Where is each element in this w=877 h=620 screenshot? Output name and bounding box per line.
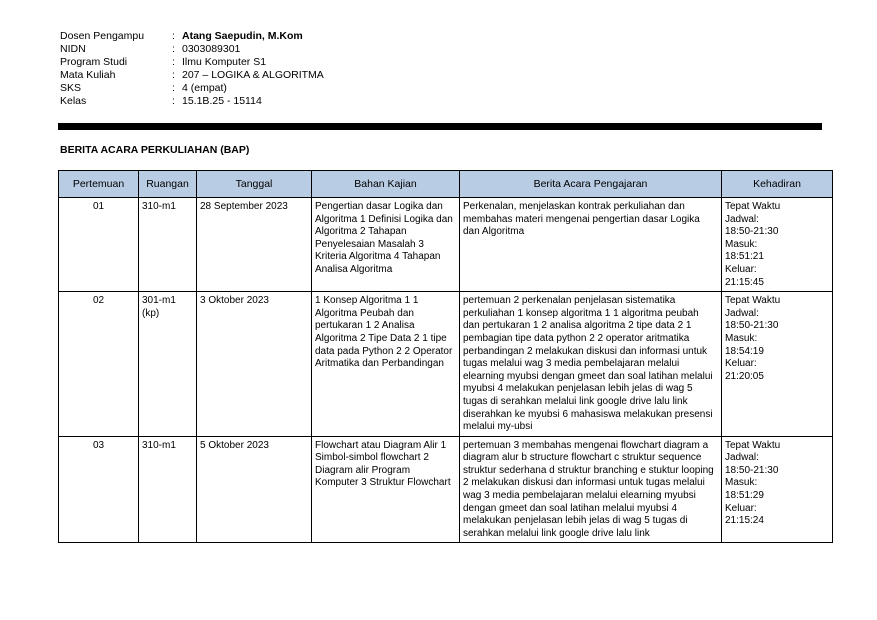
cell-bahan-kajian: Pengertian dasar Logika dan Algoritma 1 Definisi Logika dan Algoritma 2 Tahapan Penyelesaian Masalah 3 Kriteria Algoritma 4 Tahapan Analisa Algoritma (312, 198, 460, 292)
cell-tanggal: 28 September 2023 (197, 198, 312, 292)
cell-kehadiran (722, 436, 833, 543)
bap-table (58, 170, 833, 543)
cell-kehadiran (722, 292, 833, 437)
info-value-prodi: Ilmu Komputer S1 (182, 56, 267, 68)
cell-pertemuan: 01 (59, 198, 139, 292)
cell-kehadiran (722, 198, 833, 292)
col-header-tanggal: Tanggal (197, 171, 312, 198)
info-label: NIDN (60, 43, 86, 55)
kehadiran-jadwal-value: 18:50-21:30 (725, 320, 779, 332)
cell-ruangan: 301-m1 (kp) (139, 292, 197, 437)
cell-tanggal: 3 Oktober 2023 (197, 292, 312, 437)
kehadiran-jadwal-label: Jadwal: (725, 307, 759, 319)
info-label: Mata Kuliah (60, 69, 116, 81)
cell-pertemuan: 03 (59, 436, 139, 543)
table-row (59, 198, 833, 292)
table-row (59, 436, 833, 543)
info-label: SKS (60, 82, 82, 94)
cell-berita-acara: pertemuan 2 perkenalan penjelasan sistematika perkuliahan 1 konsep algoritma 1 1 algoritma peubah dan pertukaran 1 2 analisa algoritma 2 tipe data 2 1 pembagian tipe data python 2 2 operator aritmatika perbandingan 2 melakukan diskusi dan informasi untuk tugas melalui wag 3 media pembelajaran melalui elearning myubsi dengan gmeet dan soal latihan melalui myubsi 4 melakukan penjelasan lebih jelas di wag 5 tugas di serahkan melalui link google drive lalu link diserahkan ke myubsi 6 mahasiswa melakukan presensi melalui my-ubsi (460, 292, 722, 437)
cell-ruangan: 310-m1 (139, 436, 197, 543)
kehadiran-masuk-value: 18:51:21 (725, 251, 764, 263)
info-label: Dosen Pengampu (60, 30, 145, 42)
info-separator: : (172, 43, 175, 55)
info-row-prodi (60, 56, 324, 69)
info-label: Kelas (60, 95, 87, 107)
bap-title: BERITA ACARA PERKULIAHAN (BAP) (60, 144, 250, 156)
kehadiran-masuk-value: 18:54:19 (725, 345, 764, 357)
info-value-matkul: 207 – LOGIKA & ALGORITMA (182, 69, 324, 81)
kehadiran-keluar-label: Keluar: (725, 502, 757, 514)
info-row-matkul (60, 69, 324, 82)
info-separator: : (172, 82, 175, 94)
kehadiran-jadwal-value: 18:50-21:30 (725, 464, 779, 476)
kehadiran-masuk-label: Masuk: (725, 477, 758, 489)
kehadiran-masuk-value: 18:51:29 (725, 490, 764, 502)
info-value-sks: 4 (empat) (182, 82, 227, 94)
kehadiran-jadwal-value: 18:50-21:30 (725, 226, 779, 238)
cell-bahan-kajian: 1 Konsep Algoritma 1 1 Algoritma Peubah dan pertukaran 1 2 Analisa Algoritma 2 Tipe Data 2 1 tipe data pada Python 2 2 Operator Aritmatika dan Perbandingan (312, 292, 460, 437)
kehadiran-status: Tepat Waktu (725, 439, 781, 451)
info-label: Program Studi (60, 56, 128, 68)
info-value-nidn: 0303089301 (182, 43, 241, 55)
kehadiran-keluar-value: 21:15:45 (725, 276, 764, 288)
kehadiran-jadwal-label: Jadwal: (725, 213, 759, 225)
info-separator: : (172, 95, 175, 107)
kehadiran-keluar-label: Keluar: (725, 263, 757, 275)
kehadiran-status: Tepat Waktu (725, 201, 781, 212)
info-separator: : (172, 30, 175, 42)
cell-tanggal: 5 Oktober 2023 (197, 436, 312, 543)
info-separator: : (172, 69, 175, 81)
kehadiran-status: Tepat Waktu (725, 295, 781, 307)
table-row (59, 292, 833, 437)
cell-bahan-kajian: Flowchart atau Diagram Alir 1 Simbol-simbol flowchart 2 Diagram alir Program Komputer 3 Struktur Flowchart (312, 436, 460, 543)
cell-berita-acara: Perkenalan, menjelaskan kontrak perkuliahan dan membahas materi mengenai pengertian dasar Logika dan Algoritma (460, 198, 722, 292)
kehadiran-jadwal-label: Jadwal: (725, 452, 759, 464)
info-value-dosen: Atang Saepudin, M.Kom (182, 30, 303, 42)
col-header-ruangan: Ruangan (139, 171, 197, 198)
kehadiran-keluar-value: 21:15:24 (725, 515, 764, 527)
kehadiran-keluar-label: Keluar: (725, 358, 757, 370)
col-header-berita-acara: Berita Acara Pengajaran (460, 171, 722, 198)
cell-berita-acara: pertemuan 3 membahas mengenai flowchart diagram a diagram alur b structure flowchart c struktur sequence struktur sederhana d struktur branching e stuktur looping 2 melakukan diskusi dan informasi untuk tugas melalui wag 3 media pembelajaran melalui elearning myubsi dengan gmeet dan soal latihan melalui myubsi 4 melakukan penjelasan lebih jelas di wag 5 tugas di serahkan melalui link google drive lalu link (460, 436, 722, 543)
kehadiran-masuk-label: Masuk: (725, 332, 758, 344)
cell-pertemuan: 02 (59, 292, 139, 437)
table-header-row (59, 171, 833, 198)
info-row-nidn (60, 43, 324, 56)
info-row-dosen (60, 30, 324, 43)
col-header-bahan-kajian: Bahan Kajian (312, 171, 460, 198)
info-separator: : (172, 56, 175, 68)
course-info (60, 30, 324, 108)
col-header-pertemuan: Pertemuan (59, 171, 139, 198)
info-value-kelas: 15.1B.25 - 15114 (182, 95, 262, 107)
info-row-sks (60, 82, 324, 95)
info-row-kelas (60, 95, 324, 108)
header-divider (58, 123, 822, 130)
kehadiran-keluar-value: 21:20:05 (725, 370, 764, 382)
cell-ruangan: 310-m1 (139, 198, 197, 292)
kehadiran-masuk-label: Masuk: (725, 238, 758, 250)
col-header-kehadiran: Kehadiran (722, 171, 833, 198)
